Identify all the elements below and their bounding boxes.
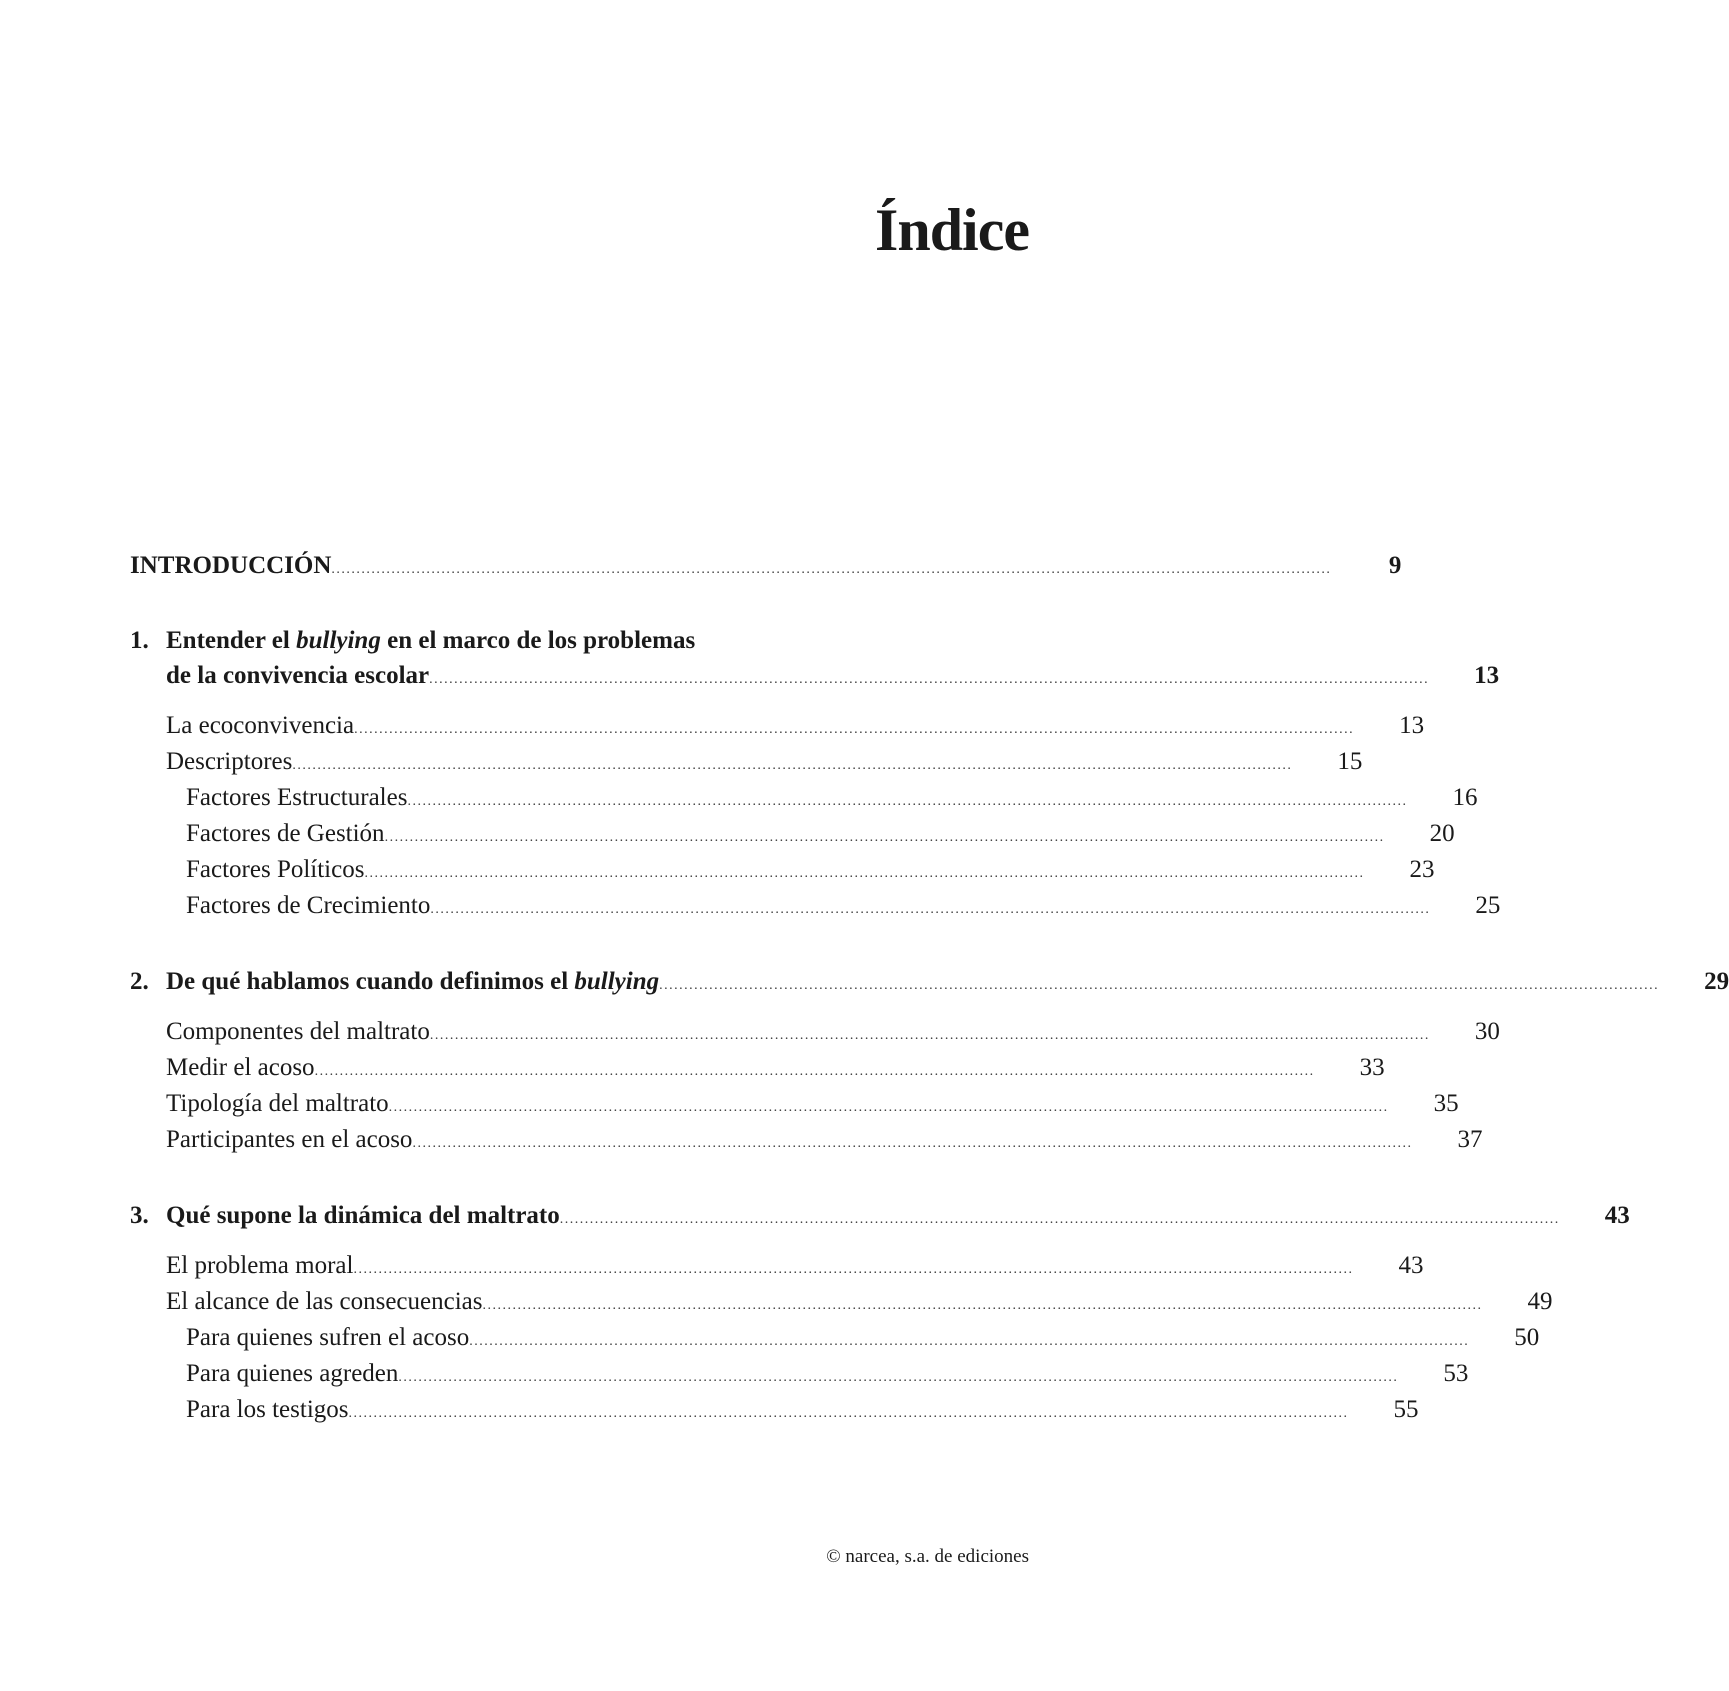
dot-leader: ........................................................................................................................................................................................................ <box>331 562 1332 577</box>
page-title: Índice <box>874 197 1029 263</box>
table-of-contents <box>130 548 1729 1428</box>
toc-page-number: 9 <box>1388 552 1402 579</box>
dot-leader: ........................................................................................................................................................................................................ <box>482 1298 1483 1313</box>
toc-subentry[interactable]: Factores de Gestión ........................................................................................................................................................................................................ 20 <box>130 816 1030 852</box>
dot-leader: ........................................................................................................................................................................................................ <box>388 1100 1389 1115</box>
section-number: 1. <box>130 627 149 654</box>
dot-leader: ........................................................................................................................................................................................................ <box>292 758 1293 773</box>
dot-leader: ........................................................................................................................................................................................................ <box>430 902 1431 917</box>
dot-leader: ........................................................................................................................................................................................................ <box>412 1136 1413 1151</box>
toc-section-label-line2: de la convivencia escolar <box>166 662 430 689</box>
toc-entry[interactable]: Participantes en el acoso ........................................................................................................................................................................................................ 37 <box>130 1122 1030 1158</box>
toc-entry[interactable]: Medir el acoso ........................................................................................................................................................................................................ 33 <box>130 1050 1030 1086</box>
toc-entry-section-1[interactable] <box>130 658 1500 694</box>
toc-page-number: 43 <box>1604 1202 1630 1229</box>
toc-subentry[interactable]: Para quienes sufren el acoso ........................................................................................................................................................................................................ 50 <box>130 1320 1030 1356</box>
dot-leader: ........................................................................................................................................................................................................ <box>314 1064 1315 1079</box>
dot-leader: ........................................................................................................................................................................................................ <box>559 1212 1560 1227</box>
dot-leader: ........................................................................................................................................................................................................ <box>348 1406 1349 1421</box>
toc-page-number: 13 <box>1474 662 1500 689</box>
toc-section-label-line1: Entender el bullying en el marco de los problemas <box>166 627 696 654</box>
dot-leader: ........................................................................................................................................................................................................ <box>659 978 1660 993</box>
toc-entry[interactable]: El problema moral ........................................................................................................................................................................................................ 43 <box>130 1248 1030 1284</box>
dot-leader: ........................................................................................................................................................................................................ <box>353 1262 1354 1277</box>
toc-subentry[interactable]: Factores de Crecimiento ........................................................................................................................................................................................................ 25 <box>130 888 1030 924</box>
toc-entry[interactable]: Componentes del maltrato ........................................................................................................................................................................................................ 30 <box>130 1014 1030 1050</box>
toc-entry[interactable]: Tipología del maltrato ........................................................................................................................................................................................................ 35 <box>130 1086 1030 1122</box>
toc-entry[interactable]: El alcance de las consecuencias ........................................................................................................................................................................................................ 49 <box>130 1284 1030 1320</box>
dot-leader: ........................................................................................................................................................................................................ <box>429 672 1430 687</box>
dot-leader: ........................................................................................................................................................................................................ <box>398 1370 1399 1385</box>
toc-subentry[interactable]: Factores Estructurales ........................................................................................................................................................................................................ 16 <box>130 780 1030 816</box>
dot-leader: ........................................................................................................................................................................................................ <box>407 794 1408 809</box>
dot-leader: ........................................................................................................................................................................................................ <box>384 830 1385 845</box>
section-number: 3. <box>130 1202 149 1229</box>
copyright-footer: © narcea, s.a. de ediciones <box>826 1546 1029 1567</box>
toc-entry-label: INTRODUCCIÓN <box>130 552 332 579</box>
toc-entry-intro[interactable] <box>130 548 1402 584</box>
toc-entry[interactable]: Descriptores ........................................................................................................................................................................................................ 15 <box>130 744 1030 780</box>
section-number: 2. <box>130 968 149 995</box>
dot-leader: ........................................................................................................................................................................................................ <box>469 1334 1470 1349</box>
toc-entry-section-2[interactable] <box>130 964 1729 1000</box>
toc-entry-section-3[interactable] <box>130 1198 1630 1234</box>
toc-subentry[interactable]: Para quienes agreden ........................................................................................................................................................................................................ 53 <box>130 1356 1030 1392</box>
toc-subentry[interactable]: Para los testigos ........................................................................................................................................................................................................ 55 <box>130 1392 1030 1428</box>
dot-leader: ........................................................................................................................................................................................................ <box>364 866 1365 881</box>
toc-entry[interactable]: La ecoconvivencia ........................................................................................................................................................................................................ 13 <box>130 708 1030 744</box>
toc-section-label: Qué supone la dinámica del maltrato <box>166 1202 560 1229</box>
dot-leader: ........................................................................................................................................................................................................ <box>354 722 1355 737</box>
dot-leader: ........................................................................................................................................................................................................ <box>429 1028 1430 1043</box>
toc-section-1-heading <box>130 624 1030 658</box>
toc-section-label: De qué hablamos cuando definimos el bullying <box>166 968 660 995</box>
toc-page-number: 29 <box>1704 968 1729 995</box>
toc-subentry[interactable]: Factores Políticos ........................................................................................................................................................................................................ 23 <box>130 852 1030 888</box>
